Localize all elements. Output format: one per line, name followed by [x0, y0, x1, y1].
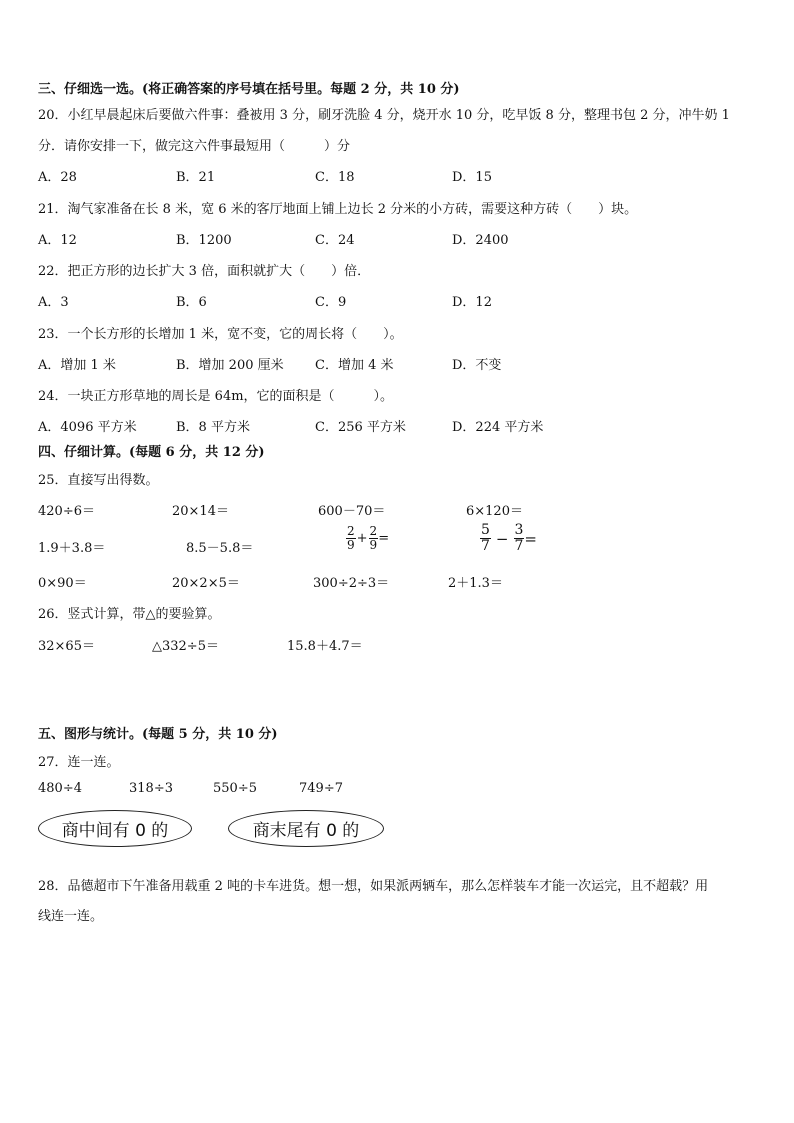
question-27: 27．连一连。: [38, 755, 120, 770]
oval-label: 商末尾有 0 的: [252, 821, 360, 841]
numerator: 2: [369, 524, 378, 538]
calc-item: 300÷2÷3＝: [313, 576, 390, 591]
question-24: 24．一块正方形草地的周长是 64m，它的面积是（ ）。: [38, 389, 394, 404]
division-item: 550÷5: [213, 781, 257, 796]
denominator: 9: [347, 538, 355, 553]
calc-item: △332÷5＝: [152, 639, 219, 654]
calc-item: 15.8＋4.7＝: [287, 639, 363, 654]
q22-option-b: B．6: [176, 295, 207, 310]
numerator: 3: [514, 522, 524, 538]
division-item: 749÷7: [299, 781, 343, 796]
question-21: 21．淘气家准备在长 8 米，宽 6 米的客厅地面上铺上边长 2 分米的小方砖，需要这种方砖（ ）块。: [38, 202, 638, 217]
question-20-line2: 分．请你安排一下，做完这六件事最短用（ ）分: [38, 139, 351, 154]
section-3-title: 三、仔细选一选。(将正确答案的序号填在括号里。每题 2 分，共 10 分): [38, 82, 460, 97]
q23-option-a: A．增加 1 米: [38, 358, 116, 373]
calc-item: 32×65＝: [38, 639, 95, 654]
q24-option-a: A．4096 平方米: [38, 420, 137, 435]
calc-item: 6×120＝: [466, 504, 523, 519]
fraction-expression-1: [346, 525, 389, 552]
q23-option-c: C．增加 4 米: [315, 358, 394, 373]
denominator: 7: [514, 538, 524, 555]
fraction: [369, 525, 379, 552]
fraction: [514, 523, 525, 555]
q20-option-b: B．21: [176, 170, 216, 185]
question-20-line1: 20．小红早晨起床后要做六件事：叠被用 3 分，刷牙洗脸 4 分，烧开水 10 分，吃早饭 8 分，整理书包 2 分，冲牛奶 1: [38, 108, 730, 123]
q21-option-c: C．24: [315, 233, 355, 248]
question-22: 22．把正方形的边长扩大 3 倍，面积就扩大（ ）倍．: [38, 264, 371, 279]
question-23: 23．一个长方形的长增加 1 米，宽不变，它的周长将（ ）。: [38, 327, 403, 342]
denominator: 9: [369, 538, 378, 553]
calc-item: 420÷6＝: [38, 504, 95, 519]
numerator: 2: [347, 524, 355, 538]
q20-option-a: A．28: [38, 170, 77, 185]
calc-item: 0×90＝: [38, 576, 87, 591]
q22-option-c: C．9: [315, 295, 347, 310]
equals: =: [524, 529, 537, 548]
calc-item: 2＋1.3＝: [448, 576, 503, 591]
oval-label: 商中间有 0 的: [61, 821, 169, 841]
question-26: 26．竖式计算，带△的要验算。: [38, 607, 221, 622]
calc-item: 600－70＝: [318, 504, 386, 519]
calc-item: 1.9＋3.8＝: [38, 541, 106, 556]
operator: +: [356, 531, 368, 547]
question-28-line2: 线连一连。: [38, 909, 104, 924]
q20-option-c: C．18: [315, 170, 355, 185]
q20-option-d: D．15: [452, 170, 492, 185]
calc-item: 8.5－5.8＝: [186, 541, 254, 556]
q22-option-a: A．3: [38, 295, 69, 310]
q22-option-d: D．12: [452, 295, 492, 310]
denominator: 7: [481, 538, 490, 555]
q21-option-a: A．12: [38, 233, 77, 248]
calc-item: 20×2×5＝: [172, 576, 240, 591]
question-28-line1: 28．品德超市下午准备用载重 2 吨的卡车进货。想一想，如果派两辆车，那么怎样装车才能一次运完，且不超载？用: [38, 879, 709, 894]
q21-option-d: D．2400: [452, 233, 509, 248]
oval-quotient-middle-zero: [38, 810, 192, 847]
q24-option-b: B．8 平方米: [176, 420, 250, 435]
division-item: 480÷4: [38, 781, 82, 796]
fraction: [346, 525, 356, 552]
q24-option-d: D．224 平方米: [452, 420, 544, 435]
oval-quotient-end-zero: [228, 810, 384, 847]
calc-item: 20×14＝: [172, 504, 229, 519]
division-item: 318÷3: [129, 781, 173, 796]
section-4-title: 四、仔细计算。(每题 6 分，共 12 分): [38, 445, 265, 460]
q23-option-d: D．不变: [452, 358, 502, 373]
question-25: 25．直接写出得数。: [38, 473, 159, 488]
operator: −: [495, 529, 509, 548]
equals: =: [378, 531, 390, 547]
fraction-expression-2: [480, 523, 537, 555]
fraction: [480, 523, 491, 555]
q24-option-c: C．256 平方米: [315, 420, 406, 435]
q21-option-b: B．1200: [176, 233, 232, 248]
numerator: 5: [481, 522, 490, 538]
q23-option-b: B．增加 200 厘米: [176, 358, 284, 373]
section-5-title: 五、图形与统计。(每题 5 分，共 10 分): [38, 727, 278, 742]
